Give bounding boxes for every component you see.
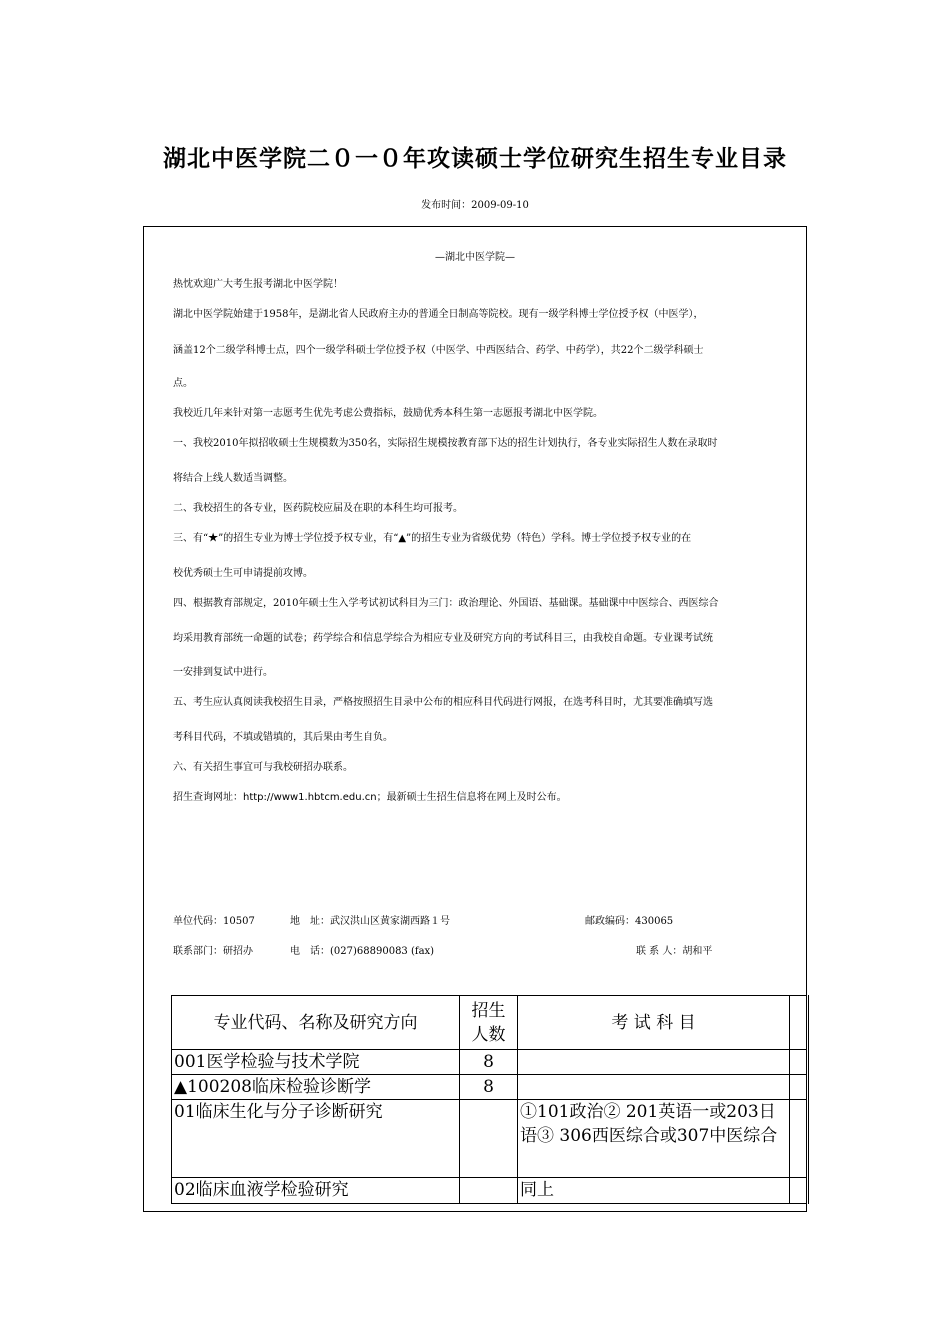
row-count: 8 — [460, 1050, 518, 1075]
table-row — [172, 1178, 808, 1204]
row-name: 001医学检验与技术学院 — [172, 1050, 460, 1075]
row-exam: ①101政治② 201英语一或203日语③ 306西医综合或307中医综合 — [518, 1100, 790, 1178]
table-row — [172, 1050, 808, 1075]
publish-date: 发布时间：2009-09-10 — [421, 200, 529, 211]
header-spacer — [790, 996, 808, 1050]
query-url-label: 招生查询网址： — [173, 792, 243, 803]
row-name: 01临床生化与分子诊断研究 — [172, 1100, 460, 1178]
query-url-link[interactable]: http://www1.hbtcm.edu.cn — [243, 792, 377, 803]
intro-paragraph-9: 六、有关招生事宜可与我校研招办联系。 — [173, 762, 353, 773]
intro-paragraph-2c: 点。 — [173, 378, 193, 389]
intro-paragraph-2a: 湖北中医学院始建于1958年，是湖北省人民政府主办的普通全日制高等院校。现有一级学科博士学位授予权（中医学）， — [173, 309, 704, 320]
table-row — [172, 1075, 808, 1100]
phone: 电 话：(027)68890083 (fax) — [290, 946, 435, 957]
contact-department: 联系部门：研招办 — [173, 946, 253, 957]
row-exam — [518, 1050, 790, 1075]
intro-paragraph-7a: 四、根据教育部规定，2010年硕士生入学考试初试科目为三门：政治理论、外国语、基础课。基础课中中医综合、西医综合 — [173, 598, 719, 609]
intro-paragraph-5: 二、我校招生的各专业，医药院校应届及在职的本科生均可报考。 — [173, 503, 463, 514]
row-count — [460, 1178, 518, 1204]
intro-paragraph-4b: 将结合上线人数适当调整。 — [173, 473, 293, 484]
unit-code: 单位代码：10507 — [173, 916, 255, 927]
row-exam — [518, 1075, 790, 1100]
row-name: ▲100208临床检验诊断学 — [172, 1075, 460, 1100]
intro-paragraph-3: 我校近几年来针对第一志愿考生优先考虑公费指标，鼓励优秀本科生第一志愿报考湖北中医学院。 — [173, 408, 603, 419]
row-spacer — [790, 1178, 808, 1204]
intro-paragraph-10 — [173, 792, 783, 804]
intro-paragraph-6b: 校优秀硕士生可申请提前攻博。 — [173, 568, 313, 579]
school-heading: —湖北中医学院— — [435, 252, 515, 263]
intro-paragraph-4a: 一、我校2010年拟招收硕士生规模数为350名，实际招生规模按教育部下达的招生计划执行，各专业实际招生人数在录取时 — [173, 438, 718, 449]
row-spacer — [790, 1050, 808, 1075]
intro-paragraph-8a: 五、考生应认真阅读我校招生目录，严格按照招生目录中公布的相应科目代码进行网报，在选考科目时，尤其要准确填写选 — [173, 697, 713, 708]
intro-paragraph-7c: 一安排到复试中进行。 — [173, 667, 273, 678]
row-count — [460, 1100, 518, 1178]
contact-person: 联 系 人：胡和平 — [636, 946, 713, 957]
header-major: 专业代码、名称及研究方向 — [172, 996, 460, 1050]
intro-paragraph-2b: 涵盖12个二级学科博士点，四个一级学科硕士学位授予权（中医学、中西医结合、药学、中药学），共22个二级学科硕士 — [173, 345, 704, 356]
postcode: 邮政编码：430065 — [585, 916, 674, 927]
intro-paragraph-7b: 均采用教育部统一命题的试卷；药学综合和信息学综合为相应专业及研究方向的考试科目三，由我校自命题。专业课考试统 — [173, 633, 713, 644]
query-url-note: ；最新硕士生招生信息将在网上及时公布。 — [376, 792, 567, 803]
header-count: 招生人数 — [460, 996, 518, 1050]
row-spacer — [790, 1075, 808, 1100]
intro-paragraph-6a: 三、有“★”的招生专业为博士学位授予权专业，有“▲”的招生专业为省级优势（特色）学科。博士学位授予权专业的在 — [173, 533, 692, 544]
header-exam: 考 试 科 目 — [518, 996, 790, 1050]
row-exam: 同上 — [518, 1178, 790, 1204]
intro-paragraph-8b: 考科目代码，不填或错填的，其后果由考生自负。 — [173, 732, 393, 743]
row-name: 02临床血液学检验研究 — [172, 1178, 460, 1204]
page-title: 湖北中医学院二０一０年攻读硕士学位研究生招生专业目录 — [163, 146, 787, 172]
row-count: 8 — [460, 1075, 518, 1100]
intro-paragraph-1: 热忱欢迎广大考生报考湖北中医学院！ — [173, 279, 343, 290]
address: 地 址：武汉洪山区黄家湖西路１号 — [290, 916, 450, 927]
table-row — [172, 1100, 808, 1178]
catalog-table — [171, 995, 809, 1204]
table-header-row — [172, 996, 808, 1050]
row-spacer — [790, 1100, 808, 1178]
